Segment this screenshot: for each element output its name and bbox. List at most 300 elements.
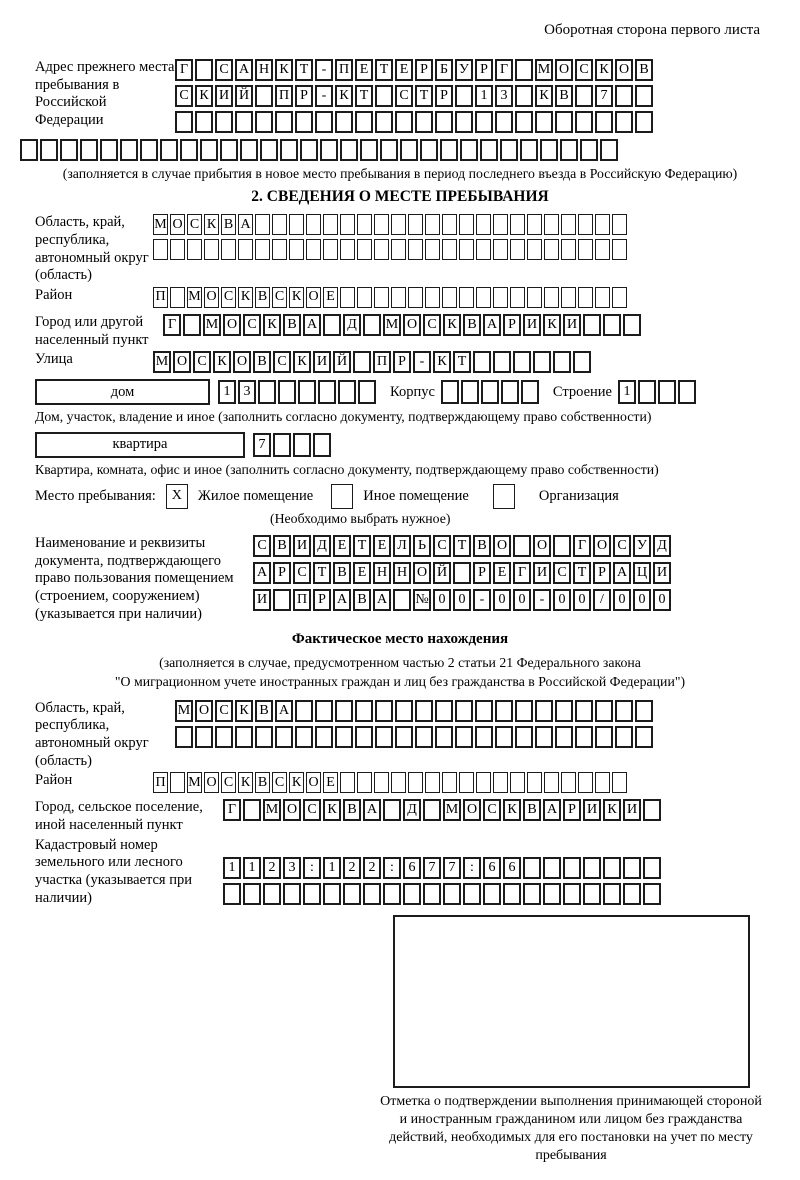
char-cell: С [575, 59, 593, 81]
char-cell [183, 314, 201, 336]
char-cell [235, 726, 253, 748]
char-cell [283, 883, 301, 905]
char-cell [635, 726, 653, 748]
char-cell: М [153, 351, 171, 373]
char-cell [578, 214, 593, 235]
document-rows [253, 535, 673, 616]
korpus-label: Корпус [390, 383, 435, 400]
char-cell [483, 883, 501, 905]
char-cell: Д [653, 535, 671, 557]
char-cell [235, 111, 253, 133]
char-cell: С [253, 535, 271, 557]
char-cell [463, 883, 481, 905]
char-cell [383, 799, 401, 821]
char-cell: 1 [323, 857, 341, 879]
char-cell [435, 111, 453, 133]
char-cell: О [615, 59, 633, 81]
char-cell [215, 726, 233, 748]
char-cell: С [433, 535, 451, 557]
char-cell: 1 [618, 380, 636, 404]
char-cell [635, 85, 653, 107]
char-cell [527, 214, 542, 235]
prev-address-label: Адрес прежнего места пребывания в Российской Федерации [35, 59, 175, 129]
char-cell [555, 726, 573, 748]
char-cell [573, 351, 591, 373]
char-cell [523, 857, 541, 879]
char-cell: - [473, 589, 491, 611]
char-cell: В [343, 799, 361, 821]
char-cell: 6 [503, 857, 521, 879]
char-cell [298, 380, 316, 404]
char-cell: В [255, 772, 270, 793]
char-cell [363, 883, 381, 905]
char-cell [415, 726, 433, 748]
char-cell [459, 772, 474, 793]
char-cell [170, 239, 185, 260]
char-cell [481, 380, 499, 404]
char-cell [615, 700, 633, 722]
char-cell [515, 726, 533, 748]
char-cell: Т [355, 85, 373, 107]
char-cell [408, 772, 423, 793]
char-cell [221, 239, 236, 260]
char-cell [515, 59, 533, 81]
char-cell: 7 [423, 857, 441, 879]
char-cell: Р [593, 562, 611, 584]
char-cell: Й [235, 85, 253, 107]
char-cell: Р [393, 351, 411, 373]
char-cell [243, 883, 261, 905]
char-cell [453, 562, 471, 584]
char-cell [374, 287, 389, 308]
char-cell [500, 139, 518, 161]
char-cell [374, 772, 389, 793]
char-cell [435, 700, 453, 722]
char-cell [375, 726, 393, 748]
char-cell [343, 883, 361, 905]
char-cell [595, 287, 610, 308]
char-cell [238, 239, 253, 260]
char-cell [255, 85, 273, 107]
city2-label: Город, сельское поселение, иной населенный пункт [35, 799, 203, 833]
char-cell [612, 239, 627, 260]
char-cell [340, 287, 355, 308]
char-cell [300, 139, 318, 161]
cadastral-row-2 [223, 883, 663, 905]
char-cell: Ц [633, 562, 651, 584]
district-block [35, 287, 765, 312]
char-cell: Д [403, 799, 421, 821]
char-cell [643, 883, 661, 905]
char-cell [460, 139, 478, 161]
char-cell [80, 139, 98, 161]
char-cell [353, 351, 371, 373]
char-cell [175, 726, 193, 748]
char-cell: К [275, 59, 293, 81]
char-cell [295, 700, 313, 722]
char-cell: М [535, 59, 553, 81]
char-cell [357, 772, 372, 793]
char-cell [374, 239, 389, 260]
char-cell [575, 111, 593, 133]
apartment-note: Квартира, комната, офис и иное (заполнить согласно документу, подтверждающему право собственности) [35, 461, 659, 477]
apartment-block [35, 432, 765, 458]
char-cell [313, 433, 331, 457]
char-cell [612, 287, 627, 308]
char-cell [374, 214, 389, 235]
char-cell [553, 351, 571, 373]
char-cell [600, 139, 618, 161]
char-cell [153, 239, 168, 260]
char-cell: 1 [475, 85, 493, 107]
char-cell: 0 [453, 589, 471, 611]
char-cell: В [273, 535, 291, 557]
char-cell [187, 239, 202, 260]
char-cell: Е [493, 562, 511, 584]
char-cell [263, 883, 281, 905]
char-cell [243, 799, 261, 821]
char-cell [623, 857, 641, 879]
section3-note-line2: "О миграционном учете иностранных граждан и лиц без гражданства в Российской Федерации") [114, 673, 686, 689]
char-cell: 2 [343, 857, 361, 879]
char-cell [323, 239, 338, 260]
char-cell [335, 700, 353, 722]
char-cell: С [272, 287, 287, 308]
char-cell: М [203, 314, 221, 336]
region-row-1 [153, 214, 629, 235]
char-cell: А [373, 589, 391, 611]
char-cell [395, 111, 413, 133]
char-cell [393, 589, 411, 611]
char-cell: С [215, 700, 233, 722]
char-cell: О [173, 351, 191, 373]
char-cell [303, 883, 321, 905]
char-cell [495, 111, 513, 133]
char-cell [510, 287, 525, 308]
char-cell [200, 139, 218, 161]
char-cell [435, 726, 453, 748]
street-label: Улица [35, 351, 73, 368]
char-cell [480, 139, 498, 161]
house-box-label: дом [35, 379, 210, 405]
char-cell [323, 883, 341, 905]
char-cell [543, 857, 561, 879]
char-cell [220, 139, 238, 161]
char-cell [340, 772, 355, 793]
char-cell [623, 883, 641, 905]
confirmation-stamp-caption: Отметка о подтверждении выполнения принимающей стороной и иностранным гражданином или лицом без гражданства действий, необходимых для его постановки на учет по месту пребывания [380, 1093, 762, 1164]
char-cell [595, 772, 610, 793]
char-cell: Т [453, 535, 471, 557]
char-cell [521, 380, 539, 404]
char-cell: 3 [238, 380, 256, 404]
char-cell [140, 139, 158, 161]
char-cell: В [555, 85, 573, 107]
char-cell [510, 239, 525, 260]
char-cell: Р [475, 59, 493, 81]
char-cell [615, 85, 633, 107]
char-cell: К [335, 85, 353, 107]
char-cell: О [555, 59, 573, 81]
char-cell: Ь [413, 535, 431, 557]
char-cell [595, 700, 613, 722]
char-cell [403, 883, 421, 905]
char-cell [357, 214, 372, 235]
char-cell: А [363, 799, 381, 821]
stroenie-label: Строение [552, 383, 612, 400]
char-cell [320, 139, 338, 161]
char-cell: А [238, 214, 253, 235]
char-cell [170, 772, 185, 793]
char-cell: С [613, 535, 631, 557]
char-cell [415, 111, 433, 133]
char-cell [442, 214, 457, 235]
region-block [35, 214, 765, 285]
char-cell: В [221, 214, 236, 235]
char-cell: 0 [513, 589, 531, 611]
char-cell: Й [433, 562, 451, 584]
cadastral-row-1 [223, 857, 663, 879]
char-cell: 1 [223, 857, 241, 879]
char-cell [555, 111, 573, 133]
char-cell: О [283, 799, 301, 821]
char-cell [195, 59, 213, 81]
char-cell: С [243, 314, 261, 336]
district-label: Район [35, 286, 73, 303]
char-cell [306, 214, 321, 235]
char-cell: П [335, 59, 353, 81]
char-cell: А [303, 314, 321, 336]
char-cell: Е [395, 59, 413, 81]
char-cell: В [253, 351, 271, 373]
char-cell [527, 772, 542, 793]
cadastral-block [35, 837, 765, 909]
char-cell [360, 139, 378, 161]
char-cell: Г [513, 562, 531, 584]
char-cell [638, 380, 656, 404]
char-cell: К [289, 287, 304, 308]
char-cell [443, 883, 461, 905]
char-cell [612, 214, 627, 235]
char-cell [258, 380, 276, 404]
char-cell [440, 139, 458, 161]
char-cell: В [255, 700, 273, 722]
char-cell: С [273, 351, 291, 373]
char-cell [255, 214, 270, 235]
char-cell [515, 111, 533, 133]
char-cell [318, 380, 336, 404]
char-cell: С [221, 772, 236, 793]
char-cell [523, 883, 541, 905]
char-cell [423, 883, 441, 905]
char-cell: С [193, 351, 211, 373]
char-cell: П [275, 85, 293, 107]
char-cell: К [238, 287, 253, 308]
char-cell: 3 [283, 857, 301, 879]
char-cell [459, 287, 474, 308]
char-cell [493, 239, 508, 260]
char-cell [273, 433, 291, 457]
char-cell: - [533, 589, 551, 611]
char-cell [455, 111, 473, 133]
char-cell: 2 [363, 857, 381, 879]
char-cell: М [187, 287, 202, 308]
char-cell [563, 883, 581, 905]
char-cell [561, 287, 576, 308]
char-cell [195, 111, 213, 133]
char-cell: Т [415, 85, 433, 107]
char-cell [476, 287, 491, 308]
char-cell: Р [313, 589, 331, 611]
char-cell: И [293, 535, 311, 557]
char-cell [643, 857, 661, 879]
stay-type-option-residential-label: Жилое помещение [197, 487, 314, 504]
region2-label: Область, край, республика, автономный округ (область) [35, 699, 149, 769]
char-cell: М [263, 799, 281, 821]
char-cell [527, 287, 542, 308]
char-cell [635, 111, 653, 133]
char-cell [357, 239, 372, 260]
char-cell [315, 111, 333, 133]
char-cell: В [463, 314, 481, 336]
char-cell [553, 535, 571, 557]
char-cell [503, 883, 521, 905]
section2-title: 2. СВЕДЕНИЯ О МЕСТЕ ПРЕБЫВАНИЯ [251, 188, 549, 206]
char-cell [575, 85, 593, 107]
char-cell: 0 [653, 589, 671, 611]
char-cell: Т [453, 351, 471, 373]
char-cell [340, 214, 355, 235]
char-cell [544, 239, 559, 260]
korpus-cells [441, 380, 541, 404]
char-cell: С [187, 214, 202, 235]
char-cell [391, 772, 406, 793]
char-cell [442, 772, 457, 793]
char-cell [395, 726, 413, 748]
char-cell [338, 380, 356, 404]
char-cell: О [533, 535, 551, 557]
char-cell [355, 700, 373, 722]
char-cell: Т [313, 562, 331, 584]
prev-address-row-1 [175, 59, 655, 81]
street-block [35, 351, 765, 377]
char-cell: К [543, 314, 561, 336]
char-cell [272, 214, 287, 235]
char-cell [340, 239, 355, 260]
char-cell: К [293, 351, 311, 373]
char-cell [475, 700, 493, 722]
char-cell [289, 239, 304, 260]
char-cell [561, 239, 576, 260]
document-block [35, 535, 765, 623]
char-cell: Л [393, 535, 411, 557]
char-cell: К [238, 772, 253, 793]
char-cell: Е [323, 772, 338, 793]
char-cell [215, 111, 233, 133]
district2-row [153, 772, 629, 793]
char-cell: Р [273, 562, 291, 584]
char-cell: 2 [263, 857, 281, 879]
char-cell [120, 139, 138, 161]
char-cell: К [195, 85, 213, 107]
char-cell: К [289, 772, 304, 793]
char-cell [441, 380, 459, 404]
char-cell: 1 [243, 857, 261, 879]
char-cell: А [235, 59, 253, 81]
char-cell: К [503, 799, 521, 821]
char-cell: С [175, 85, 193, 107]
street-row [153, 351, 593, 373]
char-cell [315, 700, 333, 722]
char-cell: К [443, 314, 461, 336]
char-cell: И [623, 799, 641, 821]
char-cell: И [563, 314, 581, 336]
char-cell [555, 700, 573, 722]
char-cell [578, 239, 593, 260]
char-cell: И [583, 799, 601, 821]
char-cell [510, 214, 525, 235]
stay-type-option-organization-label: Организация [538, 487, 619, 504]
char-cell [355, 111, 373, 133]
char-cell [603, 883, 621, 905]
char-cell [510, 772, 525, 793]
char-cell: Е [373, 535, 391, 557]
char-cell [544, 772, 559, 793]
char-cell [160, 139, 178, 161]
char-cell [578, 772, 593, 793]
char-cell [255, 239, 270, 260]
char-cell: В [333, 562, 351, 584]
char-cell [535, 700, 553, 722]
char-cell: 6 [483, 857, 501, 879]
char-cell [295, 726, 313, 748]
char-cell [575, 700, 593, 722]
char-cell [100, 139, 118, 161]
char-cell [380, 139, 398, 161]
char-cell: С [215, 59, 233, 81]
char-cell [395, 700, 413, 722]
char-cell [575, 726, 593, 748]
house-number-cells [218, 380, 378, 404]
char-cell [408, 239, 423, 260]
char-cell: К [213, 351, 231, 373]
char-cell: О [493, 535, 511, 557]
char-cell [515, 85, 533, 107]
char-cell: Р [503, 314, 521, 336]
char-cell: И [533, 562, 551, 584]
char-cell [493, 287, 508, 308]
char-cell: М [383, 314, 401, 336]
char-cell [357, 287, 372, 308]
char-cell [280, 139, 298, 161]
char-cell: Р [435, 85, 453, 107]
char-cell [420, 139, 438, 161]
district-row [153, 287, 629, 308]
char-cell: Р [295, 85, 313, 107]
char-cell: И [253, 589, 271, 611]
house-note: Дом, участок, владение и иное (заполнить согласно документу, подтверждающему право собственности) [35, 409, 652, 425]
char-cell: О [593, 535, 611, 557]
region2-row-2 [175, 726, 655, 748]
char-cell: Й [333, 351, 351, 373]
char-cell [595, 111, 613, 133]
document-label: Наименование и реквизиты документа, подтверждающего право пользования помещением (строением, сооружением) (указывается при наличии) [35, 534, 234, 622]
char-cell: К [595, 59, 613, 81]
char-cell [175, 111, 193, 133]
char-cell: С [553, 562, 571, 584]
char-cell: О [403, 314, 421, 336]
char-cell: А [543, 799, 561, 821]
